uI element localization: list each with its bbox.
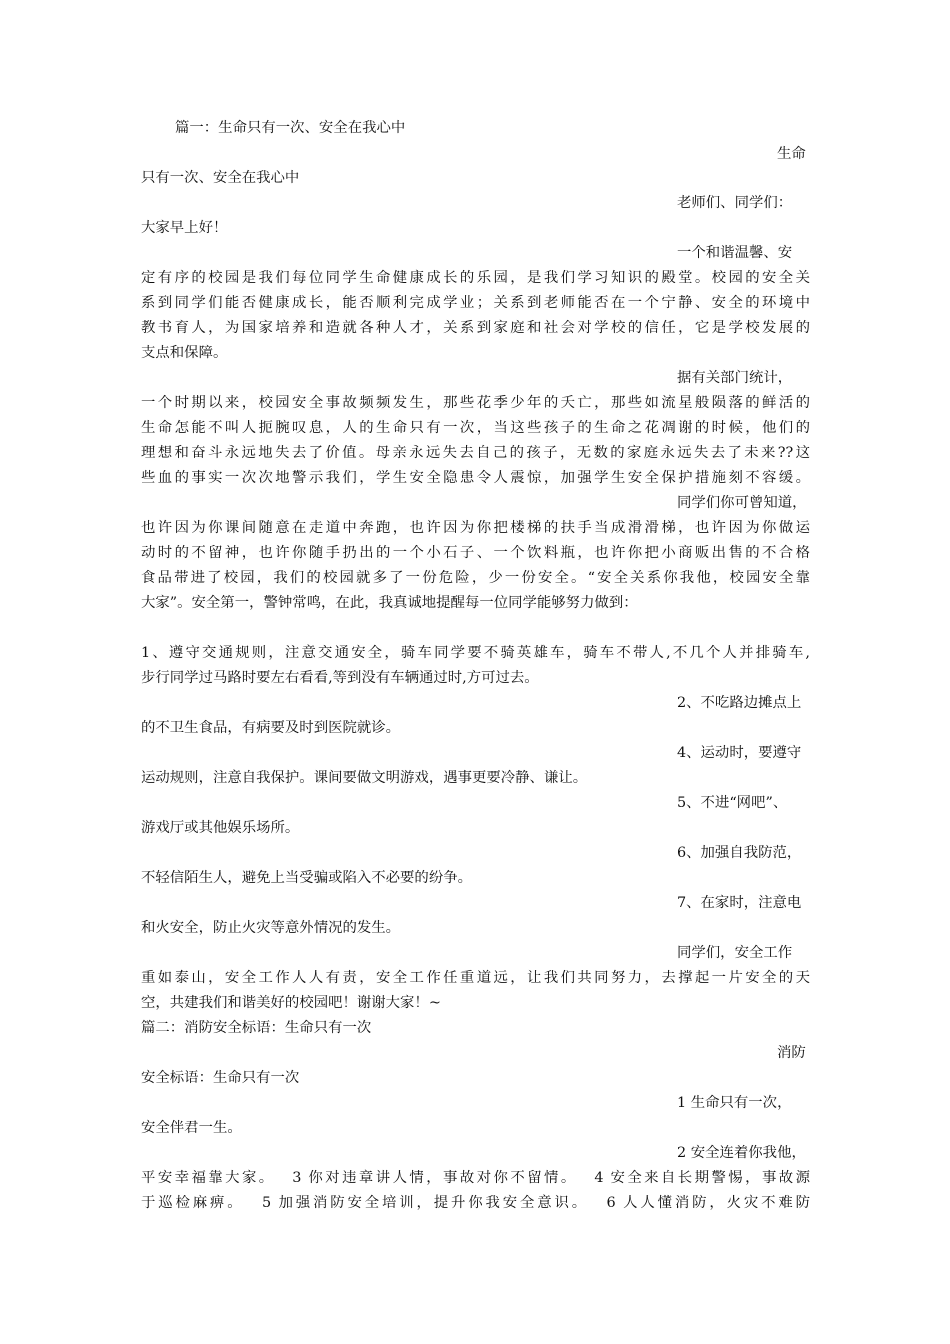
slogan-start: 1 生命只有一次， xyxy=(677,1095,792,1111)
list-item-line: 运动规则，注意自我保护。课间要做文明游戏，遇事更要冷静、谦让。 xyxy=(141,770,588,786)
text-line: 消防 xyxy=(777,1045,806,1061)
list-item-line: 和火安全，防止火灾等意外情况的发生。 xyxy=(141,920,401,936)
list-item-start: 4、运动时，要遵守 xyxy=(677,745,802,761)
slogan-line: 安全伴君一生。 xyxy=(141,1120,242,1136)
greeting-line: 老师们、同学们： xyxy=(677,195,793,211)
list-item-start: 5、不进“网吧”、 xyxy=(677,795,788,811)
paragraph-line: 动时的不留神，也许你随手扔出的一个小石子、一个饮料瓶，也许你把小商贩出售的不合格 xyxy=(141,545,810,561)
section-title-2: 篇二：消防安全标语：生命只有一次 xyxy=(141,1020,372,1036)
paragraph-line: 大家”。安全第一，警钟常鸣，在此，我真诚地提醒每一位同学能够努力做到： xyxy=(141,595,638,611)
greeting-line: 大家早上好！ xyxy=(141,220,228,236)
paragraph-line: 些血的事实一次次地警示我们，学生安全隐患令人震惊，加强学生安全保护措施刻不容缓。 xyxy=(141,470,810,486)
list-item-start: 6、加强自我防范， xyxy=(677,845,802,861)
paragraph-line: 空，共建我们和谐美好的校园吧！谢谢大家！~ xyxy=(141,995,441,1011)
heading-line: 安全标语：生命只有一次 xyxy=(141,1070,300,1086)
text-line: 生命 xyxy=(777,146,806,162)
paragraph-line: 生命怎能不叫人扼腕叹息，人的生命只有一次，当这些孩子的生命之花凋谢的时候，他们的 xyxy=(141,420,810,436)
paragraph-line: 重如泰山，安全工作人人有责，安全工作任重道远，让我们共同努力，去撑起一片安全的天 xyxy=(141,970,810,986)
paragraph-start: 一个和谐温馨、安 xyxy=(677,245,793,261)
paragraph-line: 支点和保障。 xyxy=(141,345,228,361)
paragraph-start: 同学们，安全工作 xyxy=(677,945,793,961)
list-item-line: 不轻信陌生人，避免上当受骗或陷入不必要的纷争。 xyxy=(141,870,472,886)
slogan-start: 2 安全连着你我他， xyxy=(677,1145,806,1161)
paragraph-line: 理想和奋斗永远地失去了价值。母亲永远失去自己的孩子，无数的家庭永远失去了未来??这 xyxy=(141,445,810,461)
list-item-line: 的不卫生食品，有病要及时到医院就诊。 xyxy=(141,720,401,736)
paragraph-line: 定有序的校园是我们每位同学生命健康成长的乐园，是我们学习知识的殿堂。校园的安全关 xyxy=(141,270,810,286)
section-title-1: 篇一：生命只有一次、安全在我心中 xyxy=(175,120,406,136)
paragraph-start: 据有关部门统计， xyxy=(677,370,793,386)
list-item-line: 游戏厅或其他娱乐场所。 xyxy=(141,820,300,836)
list-item-line: 步行同学过马路时要左右看看,等到没有车辆通过时,方可过去。 xyxy=(141,670,539,686)
slogan-line: 于巡检麻痹。 5 加强消防安全培训，提升你我安全意识。 6 人人懂消防，火灾不难防 xyxy=(141,1195,810,1211)
paragraph-line: 系到同学们能否健康成长，能否顺利完成学业；关系到老师能否在一个宁静、安全的环境中 xyxy=(141,295,810,311)
paragraph-line: 一个时期以来，校园安全事故频频发生，那些花季少年的夭亡，那些如流星般陨落的鲜活的 xyxy=(141,395,810,411)
list-item-start: 2、不吃路边摊点上 xyxy=(677,695,802,711)
list-item-start: 7、在家时，注意电 xyxy=(677,895,802,911)
paragraph-line: 教书育人，为国家培养和造就各种人才，关系到家庭和社会对学校的信任，它是学校发展的 xyxy=(141,320,810,336)
heading-line: 只有一次、安全在我心中 xyxy=(141,170,300,186)
paragraph-line: 食品带进了校园，我们的校园就多了一份危险，少一份安全。“安全关系你我他，校园安全靠 xyxy=(141,570,810,586)
paragraph-line: 也许因为你课间随意在走道中奔跑，也许因为你把楼梯的扶手当成滑滑梯，也许因为你做运 xyxy=(141,520,810,536)
slogan-line: 平安幸福靠大家。 3 你对违章讲人情，事故对你不留情。 4 安全来自长期警惕，事故源 xyxy=(141,1170,810,1186)
list-item-line: 1、遵守交通规则，注意交通安全，骑车同学要不骑英雄车，骑车不带人,不几个人并排骑车, xyxy=(141,645,810,661)
paragraph-start: 同学们你可曾知道， xyxy=(677,495,807,511)
